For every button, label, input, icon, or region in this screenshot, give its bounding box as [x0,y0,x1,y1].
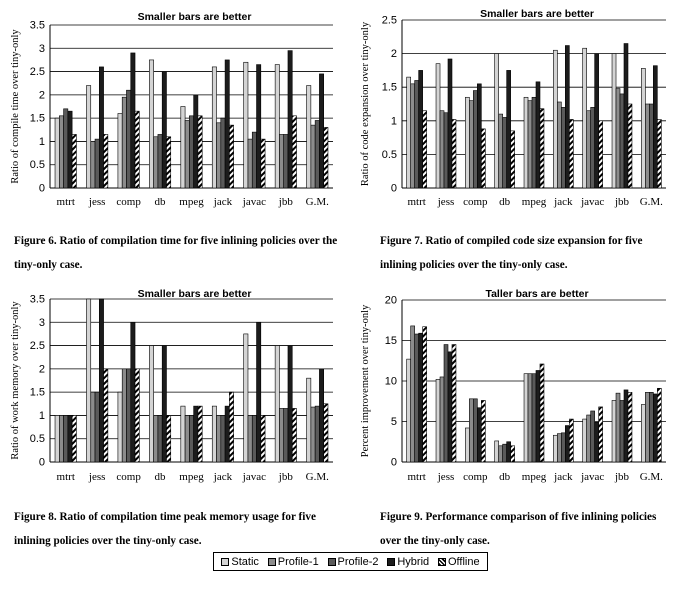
legend-label-profile-2: Profile-2 [337,555,379,568]
bar-g-m-hybrid [319,74,323,188]
bar-db-hybrid [507,70,511,188]
bar-jbb-profile-2 [284,134,288,188]
bar-jbb-offline [628,104,632,188]
y-tick-label: 3 [38,42,45,55]
bar-mtrt-static [55,118,59,188]
bar-comp-profile-2 [473,399,477,462]
bar-jack-hybrid [565,426,569,462]
bar-g-m-profile-2 [315,406,319,462]
y-tick-label: 20 [384,294,397,307]
x-tick-label: jbb [614,471,630,483]
chart-title: Taller bars are better [485,288,589,300]
bar-g-m-static [307,86,311,188]
y-tick-label: 0 [390,182,397,195]
bar-mpeg-hybrid [194,406,198,462]
bar-g-m-offline [657,119,661,188]
bar-db-profile-2 [158,134,162,188]
bar-mtrt-static [55,415,59,462]
bar-javac-offline [599,407,603,462]
chart-fig9 [360,288,666,483]
bar-comp-profile-1 [469,101,473,188]
bar-mtrt-hybrid [68,415,72,462]
bar-javac-profile-1 [248,139,252,188]
bar-db-profile-2 [503,444,507,462]
y-tick-label: 3.5 [29,293,45,306]
y-tick-label: 1 [390,115,397,128]
bar-mtrt-profile-2 [64,109,68,188]
x-tick-label: db [499,196,511,208]
bar-db-hybrid [162,346,166,462]
bar-mtrt-hybrid [68,111,72,188]
legend-label-profile-1: Profile-1 [277,555,319,568]
bar-jbb-hybrid [624,390,628,462]
bar-jack-profile-1 [557,434,561,462]
bar-jess-profile-1 [91,392,95,462]
y-tick-label: 10 [384,375,397,388]
x-tick-label: javac [242,196,266,208]
bar-mpeg-hybrid [536,370,540,462]
y-tick-label: 3 [38,316,45,329]
bar-jack-profile-2 [561,433,565,462]
y-tick-label: 1 [38,135,45,148]
figure-9-caption: Figure 9. Performance comparison of five inlining policies over the tiny-only case. [380,511,657,547]
bar-mtrt-hybrid [419,70,423,188]
bar-jbb-profile-1 [279,408,283,462]
y-tick-label: 0.5 [29,433,45,446]
bar-g-m-hybrid [319,369,323,462]
bar-javac-static [244,62,248,188]
bar-jess-offline [452,345,456,462]
bar-jess-offline [452,119,456,188]
bar-javac-static [583,419,587,462]
bar-mpeg-static [524,97,528,188]
bar-jack-profile-1 [557,102,561,188]
bar-jack-offline [569,419,573,462]
x-tick-label: javac [581,196,605,208]
x-tick-label: jack [213,471,233,483]
y-tick-label: 0.5 [381,148,397,161]
bar-mpeg-profile-1 [185,120,189,188]
legend [213,552,488,571]
bar-jess-hybrid [99,67,103,188]
bar-mtrt-profile-1 [411,326,415,462]
bar-jack-profile-2 [221,415,225,462]
legend-item-hybrid [387,556,429,568]
bar-g-m-static [641,404,645,462]
bar-jess-profile-1 [440,377,444,462]
bar-jbb-static [612,54,616,188]
x-tick-label: db [154,471,166,483]
bar-jack-hybrid [565,46,569,188]
bar-jess-hybrid [99,299,103,462]
bar-g-m-hybrid [653,394,657,462]
x-tick-label: db [499,471,511,483]
bar-comp-profile-2 [126,369,130,462]
y-tick-label: 2.5 [29,340,45,353]
x-tick-label: mtrt [407,196,426,208]
bar-jack-profile-1 [217,415,221,462]
y-tick-label: 3.5 [29,19,45,32]
bar-db-static [149,60,153,188]
bar-javac-profile-1 [587,415,591,462]
x-tick-label: mpeg [179,471,204,483]
y-tick-label: 2 [38,363,45,376]
chart-title: Smaller bars are better [137,11,252,23]
y-axis-label: Ratio of code expansion over tiny-only [360,21,371,187]
bar-mtrt-profile-2 [415,80,419,188]
x-tick-label: comp [463,471,488,483]
bar-javac-static [244,334,248,462]
bar-mpeg-hybrid [194,95,198,188]
x-tick-label: mpeg [179,196,204,208]
bar-jbb-profile-1 [616,89,620,188]
legend-item-static [221,556,259,568]
bar-g-m-offline [324,404,328,462]
x-tick-label: mpeg [521,196,547,208]
bar-jack-static [553,435,557,462]
y-tick-label: 1.5 [29,386,45,399]
bar-jess-static [436,379,440,462]
bar-jess-profile-1 [91,141,95,188]
y-tick-label: 1 [38,409,45,422]
bar-db-offline [511,446,515,462]
y-tick-label: 2 [390,48,397,61]
bar-javac-profile-2 [252,415,256,462]
bar-g-m-profile-1 [311,125,315,188]
bar-mtrt-static [407,77,411,188]
x-tick-label: G.M. [305,471,329,483]
bar-mtrt-offline [423,327,427,462]
chart-title: Smaller bars are better [137,288,252,300]
bar-db-profile-1 [499,114,503,188]
x-tick-label: mtrt [56,196,75,208]
bar-g-m-static [307,378,311,462]
legend-swatch-profile-1 [268,558,276,566]
bar-db-hybrid [162,72,166,188]
bar-comp-profile-1 [469,399,473,462]
legend-label-static: Static [231,555,259,568]
bar-javac-static [583,48,587,188]
y-tick-label: 0 [38,456,45,469]
bar-jbb-hybrid [288,346,292,462]
x-tick-label: mtrt [407,471,426,483]
chart-fig8 [10,288,333,483]
bar-db-profile-1 [499,446,503,462]
figure-8-caption: Figure 8. Ratio of compilation time peak memory usage for five inlining policies over the tiny-only case. [14,511,316,547]
x-tick-label: jbb [278,471,293,483]
bar-db-offline [511,131,515,188]
bar-jack-static [212,67,216,188]
legend-swatch-hybrid [387,558,395,566]
y-axis-label: Ratio of compile time over tiny-only [10,29,21,184]
bar-db-offline [166,415,170,462]
bar-jess-hybrid [448,59,452,188]
legend-swatch-static [221,558,229,566]
y-tick-label: 1.5 [29,112,45,125]
bar-jack-offline [229,125,233,188]
bar-mpeg-offline [198,406,202,462]
y-tick-label: 2 [38,89,45,102]
bar-jack-profile-2 [221,118,225,188]
y-tick-label: 2.5 [381,14,397,27]
bar-comp-hybrid [477,84,481,188]
bar-comp-hybrid [131,322,135,462]
bar-jess-offline [104,369,108,462]
bar-mpeg-static [181,406,185,462]
bar-javac-profile-2 [591,107,595,188]
bar-comp-profile-1 [122,97,126,188]
y-axis-label: Ratio of work memory over tiny-only [10,301,21,460]
bar-mtrt-offline [72,415,76,462]
bar-javac-profile-1 [587,111,591,188]
bar-g-m-profile-1 [645,104,649,188]
bar-jbb-static [612,400,616,462]
bar-jack-hybrid [225,60,229,188]
x-tick-label: jess [437,471,455,483]
bar-jbb-profile-1 [279,134,283,188]
x-tick-label: comp [116,471,141,483]
bar-javac-hybrid [595,422,599,462]
bar-mtrt-profile-1 [59,415,63,462]
bar-g-m-profile-2 [649,104,653,188]
y-tick-label: 15 [384,335,397,347]
bar-javac-profile-2 [591,411,595,462]
y-tick-label: 0 [390,456,397,469]
bar-javac-offline [599,121,603,188]
bar-db-static [149,346,153,462]
bar-javac-profile-2 [252,132,256,188]
bar-db-profile-1 [154,137,158,188]
y-tick-label: 1.5 [381,81,397,94]
bar-mpeg-offline [540,109,544,188]
bar-jess-profile-2 [95,392,99,462]
figure-7-caption: Figure 7. Ratio of compiled code size expansion for five inlining policies over the tiny-only case. [380,235,643,271]
x-tick-label: jack [554,196,573,208]
bar-jbb-static [275,346,279,462]
bar-db-profile-1 [154,415,158,462]
bar-mtrt-offline [423,111,427,188]
bar-jack-profile-2 [561,107,565,188]
bar-mpeg-static [181,107,185,189]
legend-item-profile-2 [328,556,379,568]
bar-mpeg-profile-2 [532,97,536,188]
chart-title: Smaller bars are better [480,8,594,20]
bar-jbb-hybrid [624,44,628,188]
bar-comp-offline [481,129,485,188]
x-tick-label: jbb [614,196,630,208]
bar-g-m-static [641,68,645,188]
bar-mpeg-profile-1 [528,101,532,188]
bar-jess-offline [104,134,108,188]
legend-item-offline [438,556,480,568]
bar-comp-static [118,113,122,188]
x-tick-label: mpeg [521,471,547,483]
bar-mtrt-profile-1 [59,116,63,188]
chart-fig7 [360,8,666,208]
legend-swatch-offline [438,558,446,566]
bar-comp-offline [481,400,485,462]
legend-swatch-profile-2 [328,558,336,566]
bar-comp-hybrid [131,53,135,188]
bar-comp-static [465,97,469,188]
bar-mpeg-offline [540,364,544,462]
bar-jbb-profile-1 [616,393,620,462]
bar-db-profile-2 [158,415,162,462]
x-tick-label: jbb [278,196,293,208]
chart-fig6 [10,11,333,208]
bar-mpeg-profile-1 [528,374,532,462]
bar-db-static [495,441,499,462]
x-tick-label: comp [116,196,141,208]
x-tick-label: db [154,196,166,208]
bar-jack-offline [569,119,573,188]
bar-mpeg-offline [198,116,202,188]
bar-jack-hybrid [225,406,229,462]
bar-mtrt-offline [72,134,76,188]
bar-mpeg-profile-2 [189,116,193,188]
bar-jbb-offline [292,408,296,462]
bar-comp-hybrid [477,408,481,462]
bar-mpeg-profile-1 [185,415,189,462]
y-axis-label: Percent improvement over tiny-only [360,304,371,458]
bar-javac-hybrid [257,322,261,462]
legend-item-profile-1 [268,556,319,568]
bar-javac-profile-1 [248,415,252,462]
x-tick-label: jess [88,196,106,208]
bar-g-m-hybrid [653,66,657,188]
bar-mtrt-profile-2 [64,415,68,462]
bar-jess-profile-2 [444,113,448,188]
bar-javac-hybrid [595,54,599,188]
bar-g-m-profile-1 [645,392,649,462]
bar-jess-static [86,299,90,462]
x-tick-label: G.M. [639,196,663,208]
bar-jbb-profile-2 [284,408,288,462]
bar-jack-offline [229,392,233,462]
bar-jack-profile-1 [217,123,221,188]
bar-mtrt-static [407,359,411,462]
bar-jess-hybrid [448,352,452,462]
bar-db-offline [166,137,170,188]
bar-jbb-profile-2 [620,400,624,462]
x-tick-label: javac [581,471,605,483]
bar-comp-profile-1 [122,369,126,462]
bar-comp-profile-2 [473,91,477,188]
bar-jess-profile-2 [444,345,448,462]
bar-db-static [495,54,499,188]
y-tick-label: 5 [390,416,397,428]
bar-javac-offline [261,415,265,462]
bar-comp-profile-2 [126,90,130,188]
bar-jbb-profile-2 [620,94,624,188]
x-tick-label: jess [88,471,106,483]
bar-mtrt-profile-2 [415,334,419,462]
y-tick-label: 0 [38,182,45,195]
legend-label-offline: Offline [447,555,480,568]
bar-g-m-offline [657,388,661,462]
x-tick-label: comp [463,196,488,208]
x-tick-label: jack [213,196,233,208]
bar-jbb-static [275,65,279,188]
bar-mtrt-hybrid [419,333,423,462]
bar-jack-static [553,50,557,188]
bar-jbb-offline [628,392,632,462]
y-tick-label: 0.5 [29,159,45,172]
bar-comp-static [465,428,469,462]
x-tick-label: jess [437,196,455,208]
bar-g-m-offline [324,127,328,188]
bar-javac-hybrid [257,65,261,188]
bar-jess-profile-2 [95,139,99,188]
bar-jess-static [436,64,440,188]
bar-comp-offline [135,111,139,188]
bar-jess-profile-1 [440,111,444,188]
x-tick-label: G.M. [639,471,663,483]
bar-comp-static [118,392,122,462]
bar-db-hybrid [507,442,511,462]
bar-g-m-profile-2 [649,392,653,462]
x-tick-label: G.M. [305,196,329,208]
bar-comp-offline [135,369,139,462]
bar-mtrt-profile-1 [411,84,415,188]
bar-jbb-hybrid [288,51,292,188]
x-tick-label: javac [242,471,266,483]
bar-g-m-profile-2 [315,120,319,188]
bar-mpeg-profile-2 [189,415,193,462]
bar-mpeg-profile-2 [532,374,536,462]
x-tick-label: mtrt [56,471,75,483]
x-tick-label: jack [554,471,573,483]
bar-jbb-offline [292,116,296,188]
bar-jack-static [212,406,216,462]
bar-db-profile-2 [503,117,507,188]
bar-mpeg-static [524,374,528,462]
bar-mpeg-hybrid [536,82,540,188]
figure-6-caption: Figure 6. Ratio of compilation time for five inlining policies over the tiny-only case. [14,235,338,271]
y-tick-label: 2.5 [29,66,45,79]
bar-g-m-profile-1 [311,407,315,462]
bar-javac-offline [261,139,265,188]
legend-label-hybrid: Hybrid [397,555,430,568]
bar-jess-static [86,86,90,188]
